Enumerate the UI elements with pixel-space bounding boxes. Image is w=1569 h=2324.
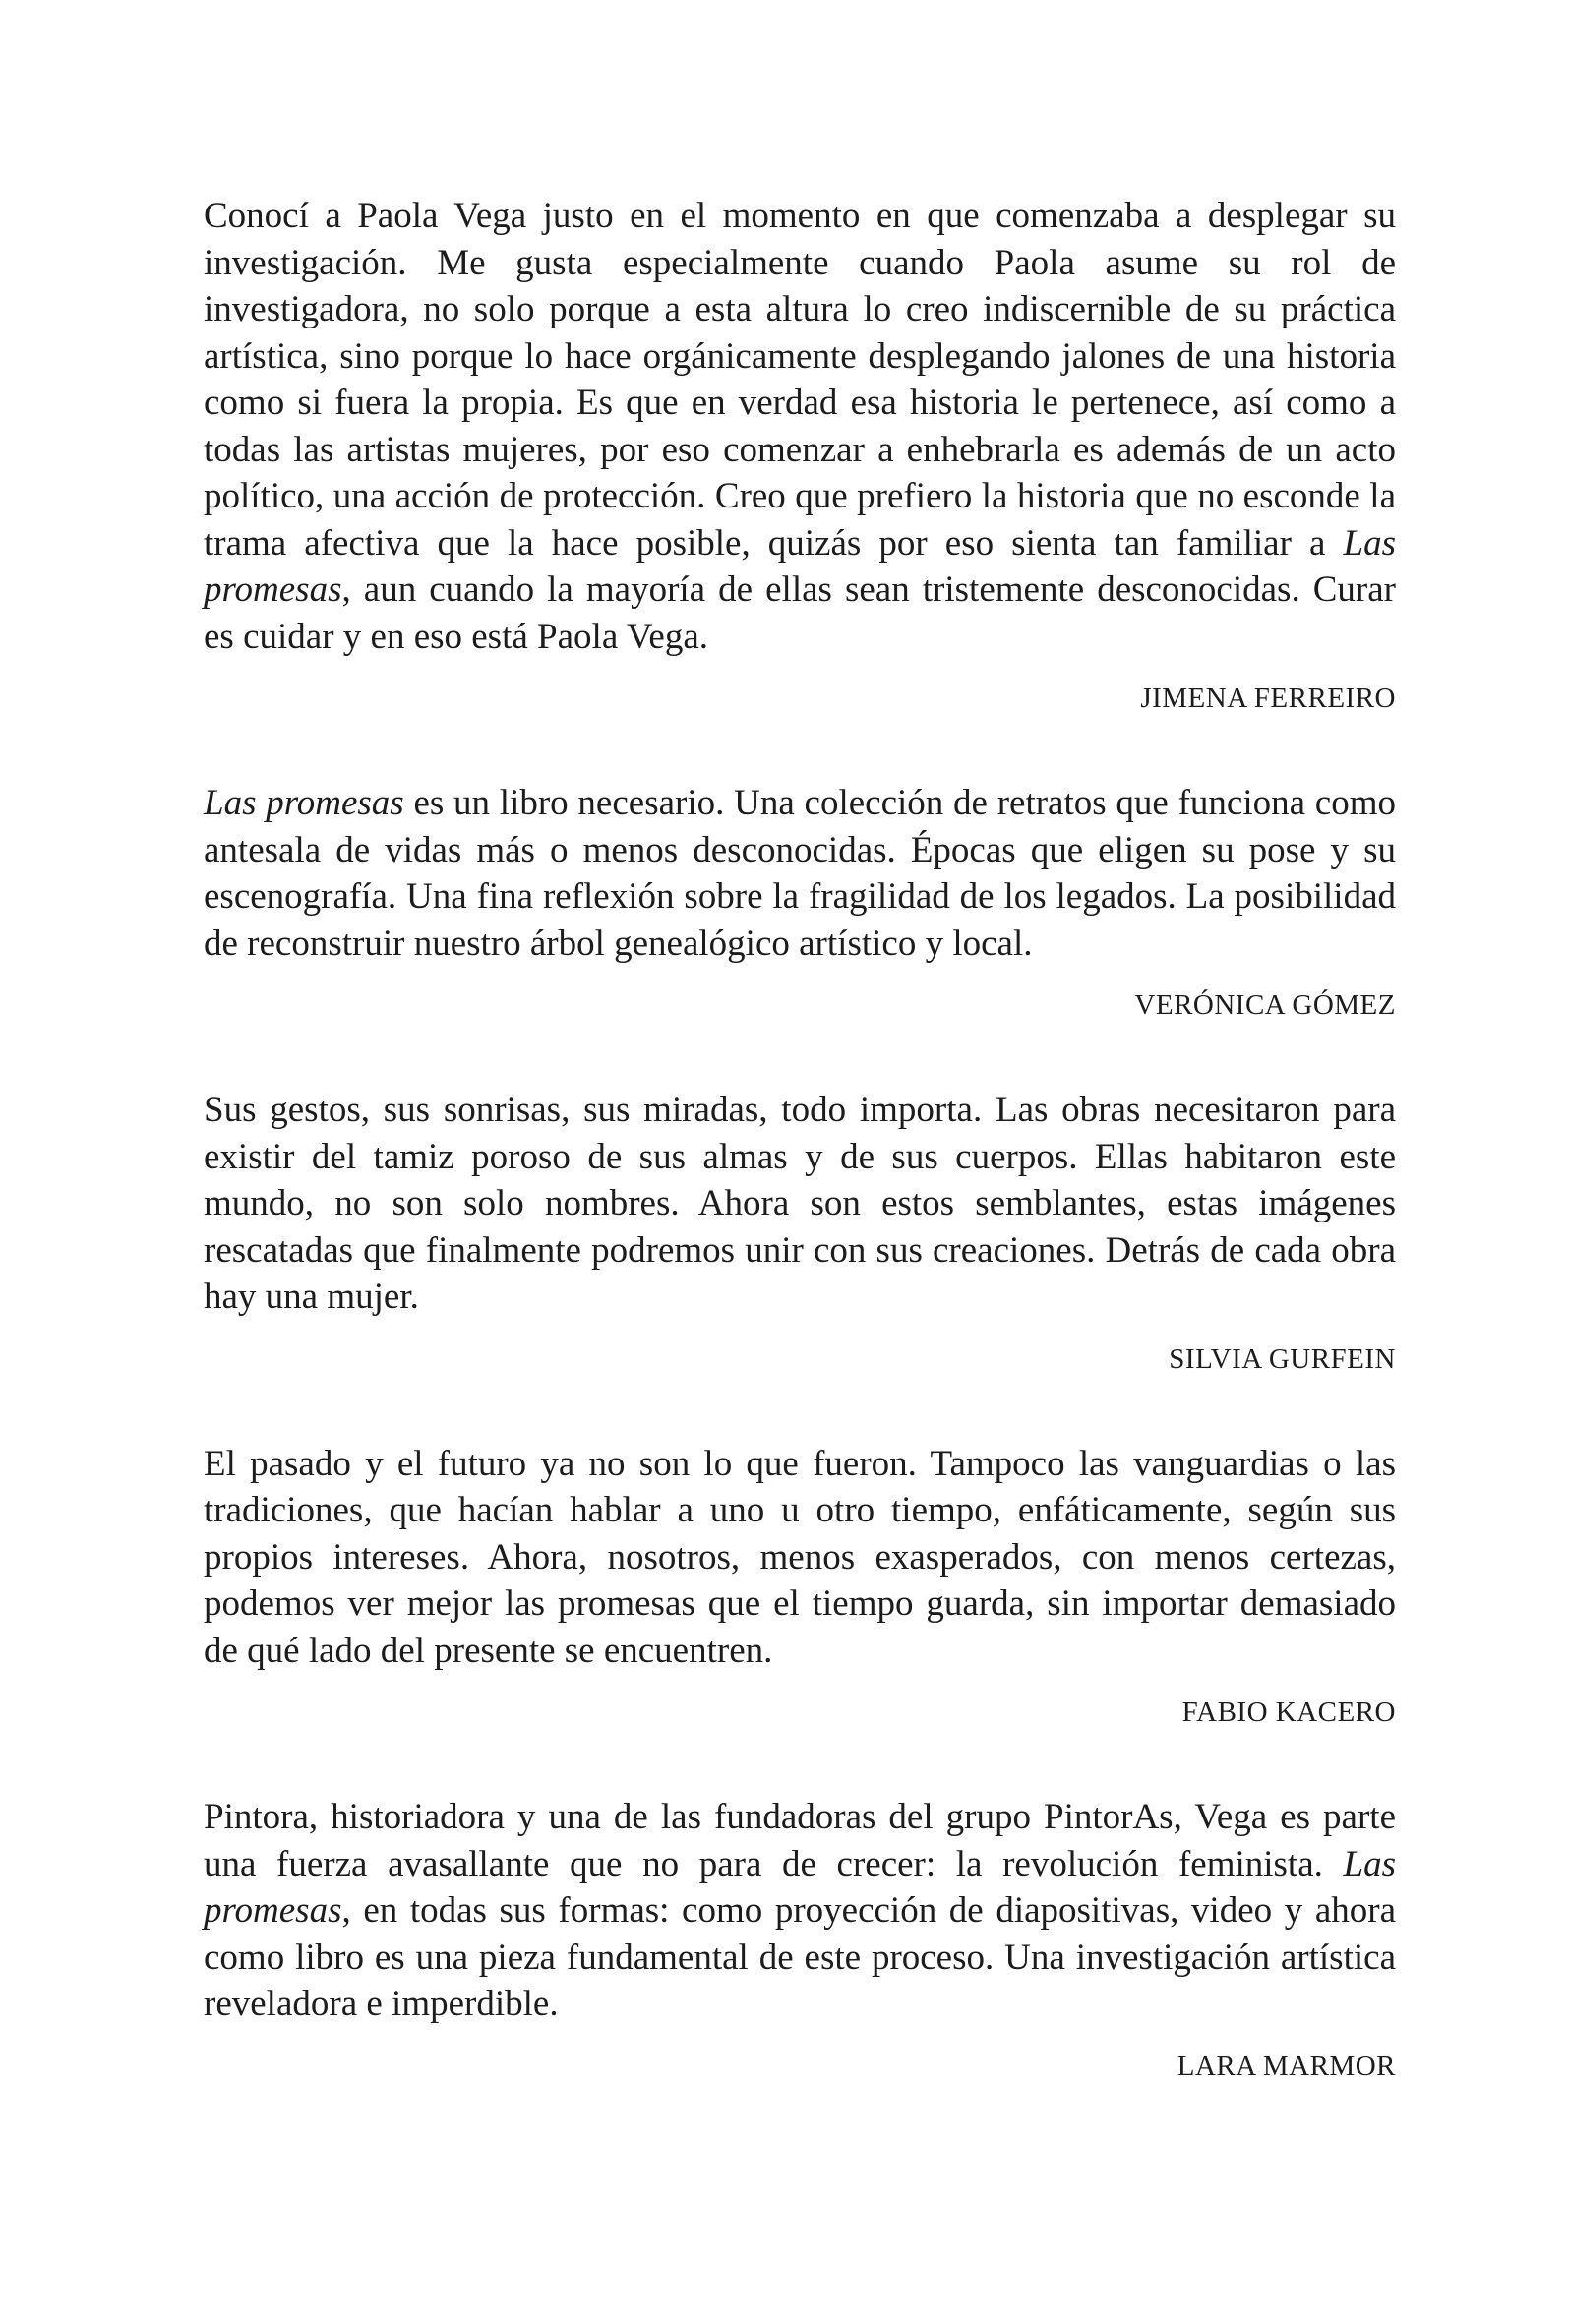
blurb-text [204,1441,1396,1675]
blurb-text-segment: , aun cuando la mayoría de ellas sean tristemente desconocidas. Curar es cuidar y en eso está Paola Vega. [204,569,1396,657]
blurb-text-segment: Sus gestos, sus sonrisas, sus miradas, todo importa. Las obras necesitaron para existir del tamiz poroso de sus almas y de sus cuerpos. Ellas habitaron este mundo, no son solo nombres. Ahora son estos semblantes, estas imágenes rescatadas que finalmente podremos unir con sus creaciones. Detrás de cada obra hay una mujer. [204,1090,1396,1317]
blurb-text-segment: Conocí a Paola Vega justo en el momento en que comenzaba a desplegar su investigación. Me gusta especialmente cuando Paola asume su rol de investigadora, no solo porque a esta altura lo creo indiscernible de su práctica artística, sino porque lo hace orgánicamente desplegando jalones de una historia como si fuera la propia. Es que en verdad esa historia le pertenece, así como a todas las artistas mujeres, por eso comenzar a enhebrarla es además de un acto político, una acción de protección. Creo que prefiero la historia que no esconde la trama afectiva que la hace posible, quizás por eso sienta tan familiar a [204,196,1396,564]
author-signature: JIMENA FERREIRO [1140,683,1396,714]
blurb-lara-marmor [204,1794,1396,2083]
author-signature: SILVIA GURFEIN [1169,1342,1396,1375]
blurb-text [204,1794,1396,2028]
author-signature: VERÓNICA GÓMEZ [1134,989,1396,1021]
blurb-text-segment: El pasado y el futuro ya no son lo que fueron. Tampoco las vanguardias o las tradiciones, que hacían hablar a uno u otro tiempo, enfáticamente, según sus propios intereses. Ahora, nosotros, menos exasperados, con menos certezas, podemos ver mejor las promesas que el tiempo guarda, sin importar demasiado de qué lado del presente se encuentren. [204,1443,1396,1671]
author-signature: FABIO KACERO [1181,1697,1396,1728]
blurb-text-segment: , en todas sus formas: como proyección de diapositivas, video y ahora como libro es una pieza fundamental de este proceso. Una investigación artística reveladora e imperdible. [204,1890,1396,2024]
blurb-text-segment: es un libro necesario. Una colección de retratos que funciona como antesala de vidas más o menos desconocidas. Épocas que eligen su pose y su escenografía. Una fina reflexión sobre la fragilidad de los legados. La posibilidad de reconstruir nuestro árbol genealógico artístico y local. [204,783,1396,964]
blurb-text-segment: Pintora, historiadora y una de las fundadoras del grupo PintorAs, Vega es parte una fuerza avasallante que no para de crecer: la revolución feminista. [204,1797,1396,1884]
book-title: Las promesas [204,1843,1396,1931]
book-title: Las promesas [204,783,404,823]
blurb-veronica-gomez [204,780,1396,1022]
blurb-silvia-gurfein [204,1087,1396,1376]
page [204,193,1396,2148]
author-signature: LARA MARMOR [1177,2050,1396,2082]
blurb-fabio-kacero [204,1441,1396,1730]
blurb-text [204,193,1396,660]
blurb-text [204,1087,1396,1321]
blurb-jimena-ferreiro [204,193,1396,715]
blurb-text [204,780,1396,967]
book-title: Las promesas [204,522,1396,610]
